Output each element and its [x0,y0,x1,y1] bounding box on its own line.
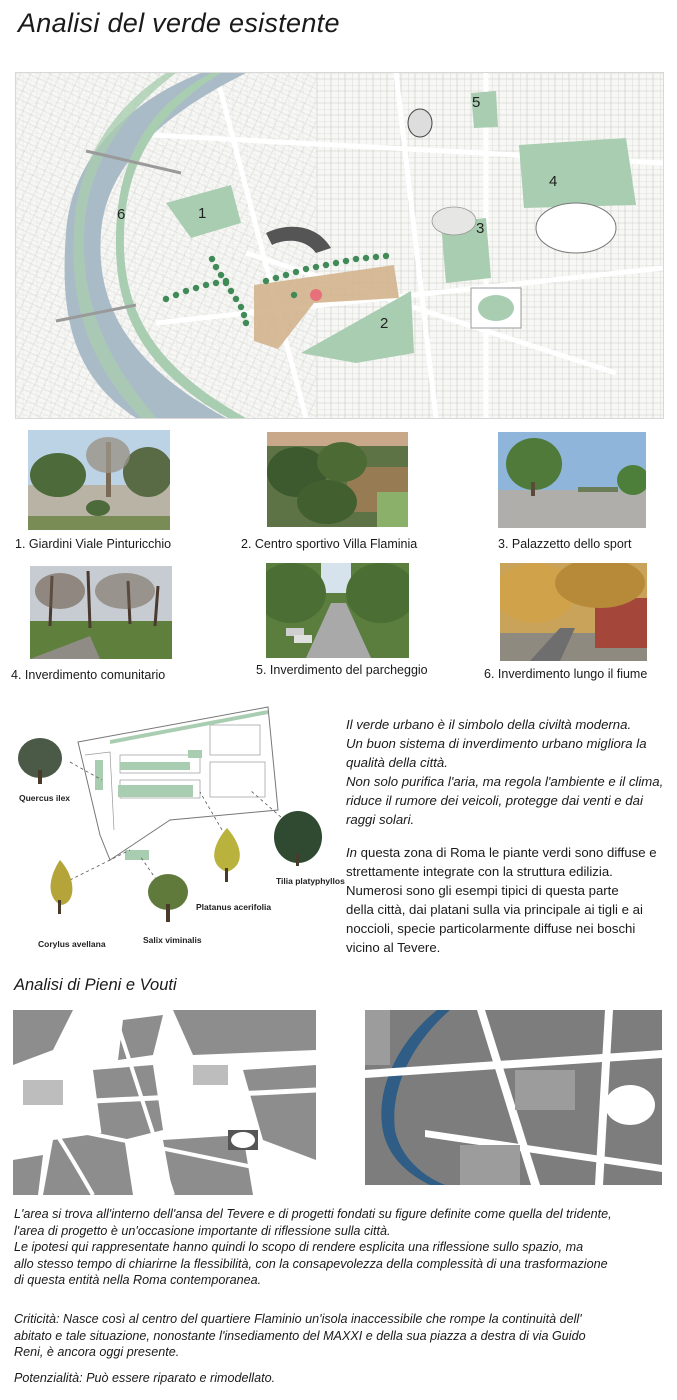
page-title: Analisi del verde esistente [18,8,340,38]
photo-giardini [28,430,170,530]
photo-caption-2: 2. Centro sportivo Villa Flaminia [241,537,418,551]
tree-label-salix: Salix viminalis [143,935,202,945]
photo-inverdimento-comunitario [30,566,172,659]
photo-caption-4: 4. Inverdimento comunitario [11,668,166,682]
green-description-paragraph-2: In questa zona di Roma le piante verdi sono diffuse e strettamente integrate con la struttura edilizia. Numerosi sono gli esempi tipici di questa parte della città, dai platani sulla via principale ai tigli e ai noccioli, specie particolarmente diffuse nei boschi vicino al Tevere. [346,845,657,955]
tree-corylus-icon [51,860,73,914]
photo-inverdimento-fiume [500,563,647,661]
tree-platanus-icon [214,828,240,882]
green-analysis-map [15,72,664,419]
tree-species-diagram [10,700,330,955]
area-number-4: 4 [549,173,558,190]
photo-caption-3: 3. Palazzetto dello sport [498,537,632,551]
tree-label-quercus: Quercus ilex [19,793,71,803]
tree-label-tilia: Tilia platyphyllos [276,876,345,886]
tree-quercus-icon [18,738,62,784]
tree-salix-icon [148,874,188,922]
area-number-3: 3 [476,220,485,237]
figure-ground-map-voids [365,1010,662,1185]
photo-caption-1: 1. Giardini Viale Pinturicchio [15,537,172,551]
green-description-paragraph-1: Il verde urbano è il simbolo della civiltà moderna. Un buon sistema di inverdimento urbano migliora la qualità della città. Non solo purifica l'aria, ma regola l'ambiente e il clima, riduce il rumore dei veicoli, protegge dai venti e dai raggi solari. [346,717,664,827]
area-number-2: 2 [380,315,389,332]
photo-caption-5: 5. Inverdimento del parcheggio [256,663,428,677]
area-number-6: 6 [117,206,126,223]
area-number-5: 5 [472,94,481,111]
project-marker [310,289,322,301]
area-number-1: 1 [198,205,207,222]
criticita-paragraph: Criticità: Nasce così al centro del quartiere Flaminio un'isola inaccessibile che rompe la continuità dell' abitato e tale situazione, nonostante l'insediamento del MAXXI e della sua piazza a destra di via Guido Reni, è ancora oggi presente. [14,1312,586,1360]
photo-caption-6: 6. Inverdimento lungo il fiume [484,667,648,681]
potenzialita-paragraph: Potenzialità: Può essere riparato e rimodellato. [14,1371,276,1385]
tree-label-corylus: Corylus avellana [38,939,106,949]
photo-palazzetto [498,432,646,528]
section-title-pieni-vuoti: Analisi di Pieni e Vouti [14,976,177,994]
photo-inverdimento-parcheggio [266,563,409,658]
photo-centro-sportivo [267,432,408,527]
tree-tilia-icon [274,811,322,866]
tree-label-platanus: Platanus acerifolia [196,902,272,912]
figure-ground-map-solids [13,1010,316,1195]
context-paragraph: L'area si trova all'interno dell'ansa del Tevere e di progetti fondati su figure definite come quella del tridente, l'area di progetto è un'occasione importante di riflessione sulla città. Le ipotesi qui rappresentate hanno quindi lo scopo di rendere esplicita una riflessione sullo spazio, ma allo stesso tempo di chiarirne la flessibilità, con la consapevolezza della complessità di una trasformazione di questa entità nella Roma contemporanea. [14,1207,612,1288]
